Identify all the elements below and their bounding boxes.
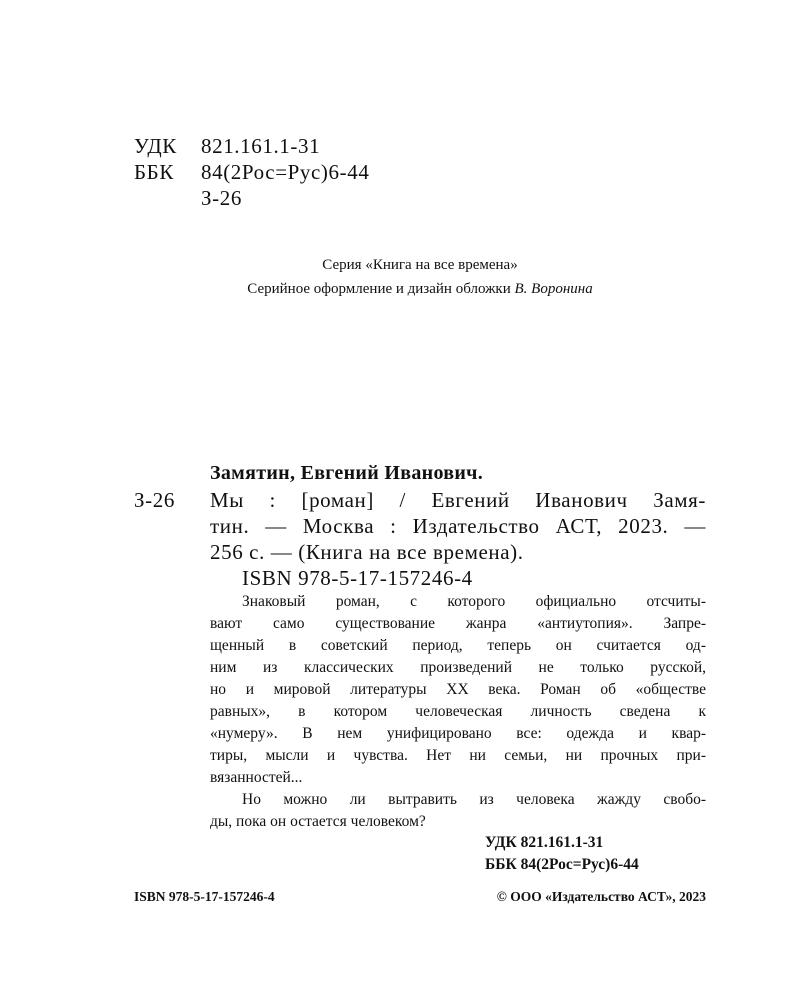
annotation-line: ним из классических произведений не только русской, [210, 659, 706, 676]
annotation-line: вают само существование жанра «антиутопия». Запре- [210, 615, 706, 632]
isbn-record: ISBN 978-5-17-157246-4 [242, 566, 473, 590]
annotation-line: Но можно ли вытравить из человека жажду свобо- [242, 791, 706, 808]
annotation-line: равных», в котором человеческая личность сведена к [210, 703, 706, 720]
annotation-line: «нумеру». В нем унифицировано все: одежда и квар- [210, 725, 706, 742]
annotation-line: ды, пока он остается человеком? [210, 813, 426, 830]
design-credit [134, 281, 706, 298]
bbk-value: 84(2Рос=Рус)6-44 [201, 160, 370, 184]
author-mark: З-26 [134, 488, 175, 512]
annotation-line: тиры, мысли и чувства. Нет ни семьи, ни прочных при- [210, 747, 706, 764]
annotation-line: вязанностей... [210, 769, 303, 786]
udk-label: УДК [134, 134, 177, 158]
author-mark-top: З-26 [201, 186, 242, 210]
footer-copyright: © ООО «Издательство АСТ», 2023 [496, 889, 706, 904]
series-line: Серия «Книга на все времена» [322, 257, 518, 273]
design-text: Серийное оформление и дизайн обложки [247, 281, 515, 297]
description-line-1: Мы : [роман] / Евгений Иванович Замя- [210, 488, 706, 512]
udk-value: 821.161.1-31 [201, 134, 321, 158]
bbk-label: ББК [134, 160, 174, 184]
design-author: В. Воронина [514, 281, 593, 297]
bbk-bottom: ББК 84(2Рос=Рус)6-44 [485, 856, 639, 873]
footer-isbn: ISBN 978-5-17-157246-4 [134, 889, 275, 904]
annotation-line: но и мировой литературы ХХ века. Роман об «обществе [210, 681, 706, 698]
annotation-line: щенный в советский период, теперь он считается од- [210, 637, 706, 654]
description-line-2: тин. — Москва : Издательство АСТ, 2023. — [210, 514, 706, 538]
udk-bottom: УДК 821.161.1-31 [485, 834, 604, 851]
description-line-3: 256 с. — (Книга на все времена). [210, 540, 524, 564]
author-heading: Замятин, Евгений Иванович. [210, 462, 484, 484]
annotation-line: Знаковый роман, с которого официально отсчиты- [242, 593, 706, 610]
